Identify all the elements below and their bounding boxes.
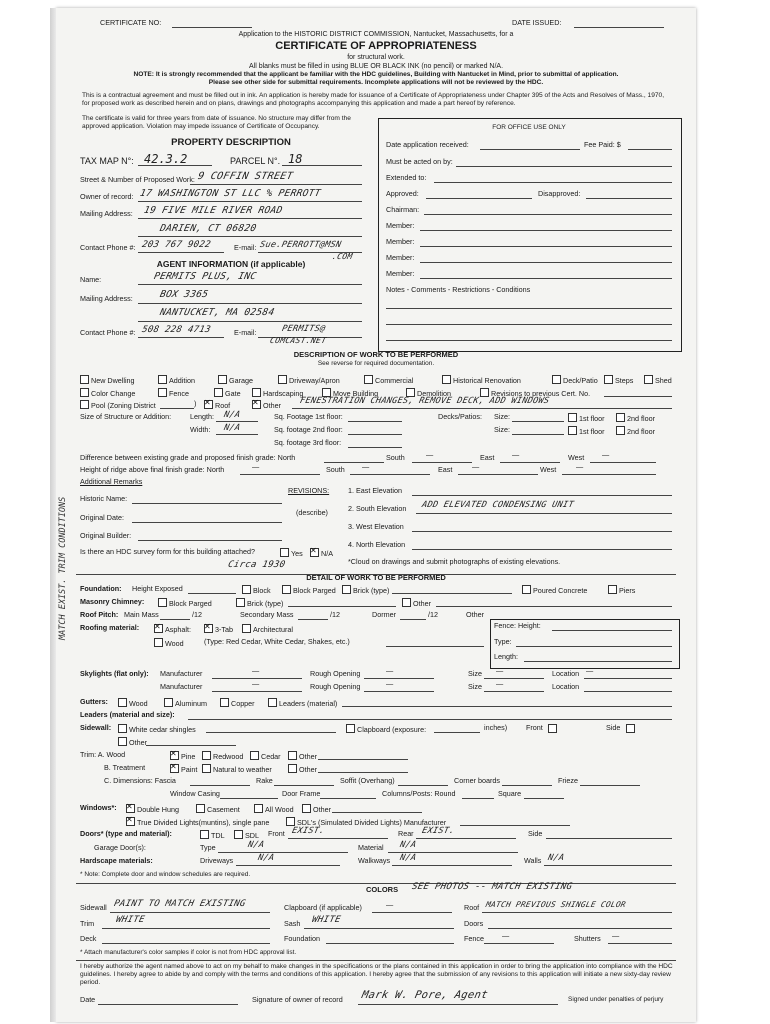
fence-height-label: Fence: Height: bbox=[494, 621, 541, 630]
sash-color-value[interactable]: WHITE bbox=[310, 915, 342, 925]
cb-gate[interactable]: Gate bbox=[214, 388, 241, 398]
cb-tdl[interactable]: TDL bbox=[200, 830, 225, 840]
roofing-material-label: Roofing material: bbox=[80, 623, 140, 632]
fence-type-label: Type: bbox=[494, 637, 512, 646]
soffit-label: Soffit (Overhang) bbox=[340, 776, 395, 785]
skylight-manufacturer-1: Manufacturer bbox=[160, 669, 203, 678]
cb-sdl[interactable]: SDL's (Simulated Divided Lights) Manufacturer bbox=[286, 817, 446, 827]
walkways-label: Walkways bbox=[358, 856, 391, 865]
ridge-east: East bbox=[438, 465, 453, 474]
grade-west: West bbox=[568, 453, 585, 462]
cb-3-tab[interactable]: ✕ 3-Tab bbox=[204, 624, 233, 634]
grade-east-dash[interactable]: — bbox=[512, 450, 520, 459]
windows-label: Windows*: bbox=[80, 803, 117, 812]
contractual-text: This is a contractual agreement and must be filled out in ink. An application is hereby made for issuance of a Certificate of Appropriateness under Chapter 395 of the Acts and Resolves of Mass., 1970, for proposed work as described herein and on plans, drawings and photographs accompanying this application and made a part hereof by reference. bbox=[82, 92, 665, 107]
skylight-manufacturer-2-dash[interactable]: — bbox=[252, 679, 260, 688]
main-mass-label: Main Mass bbox=[124, 610, 159, 619]
revisions-label: REVISIONS: bbox=[288, 486, 330, 495]
fence-color-label: Fence bbox=[464, 934, 484, 943]
decks-label: Decks/Patios: bbox=[438, 412, 482, 421]
height-exposed-label: Height Exposed bbox=[132, 584, 183, 593]
colors-heading: COLORS bbox=[366, 885, 399, 894]
cb-hardscaping[interactable]: Hardscaping bbox=[252, 388, 303, 398]
cb-pine[interactable]: ✕ Pine bbox=[170, 751, 195, 761]
fee-paid-label: Fee Paid: $ bbox=[584, 140, 621, 149]
cb-brick[interactable]: Brick (type) bbox=[342, 585, 389, 595]
cb-gutter-aluminum[interactable]: Aluminum bbox=[164, 698, 207, 708]
door-frame-label: Door Frame bbox=[282, 789, 321, 798]
dormer-label: Dormer bbox=[372, 610, 396, 619]
walls-label: Walls bbox=[524, 856, 542, 865]
skylight-manufacturer-2: Manufacturer bbox=[160, 682, 203, 691]
grade-west-dash[interactable]: — bbox=[602, 450, 610, 459]
leaders-size-label: Leaders (material and size): bbox=[80, 710, 175, 719]
agent-phone-value[interactable]: 508 228 4713 bbox=[140, 325, 212, 335]
grade-south: South bbox=[386, 453, 405, 462]
shutters-color-dash[interactable]: — bbox=[612, 931, 620, 940]
circa-value[interactable]: Circa 1930 bbox=[226, 560, 287, 570]
cb-piers[interactable]: Piers bbox=[608, 585, 635, 595]
cb-true-divided[interactable]: ✕True Divided Lights(muntins), single pane bbox=[126, 817, 269, 827]
cb-all-wood[interactable]: All Wood bbox=[254, 804, 294, 814]
square-label: Square bbox=[498, 789, 522, 798]
garage-type-label: Type bbox=[200, 843, 216, 852]
cb-chimney-block-parged[interactable]: Block Parged bbox=[158, 598, 212, 608]
agent-mailing-value-2[interactable]: NANTUCKET, MA 02584 bbox=[158, 307, 276, 318]
skylight-location-1-dash[interactable]: — bbox=[586, 666, 594, 675]
signature-label: Signature of owner of record bbox=[252, 995, 343, 1004]
walkways-value[interactable]: N/A bbox=[398, 853, 418, 863]
cb-other[interactable]: ✕ Other bbox=[252, 400, 281, 410]
agent-email-value-1[interactable]: PERMITS@ bbox=[280, 324, 327, 334]
patio-size-label: Size: bbox=[494, 425, 510, 434]
hardscape-label: Hardscape materials: bbox=[80, 856, 153, 865]
phone-value[interactable]: 203 767 9022 bbox=[140, 240, 212, 250]
original-date-label: Original Date: bbox=[80, 513, 124, 522]
cb-gutter-copper[interactable]: Copper bbox=[220, 698, 255, 708]
email-label: E-mail: bbox=[234, 243, 257, 252]
sidewall-color-value[interactable]: PAINT TO MATCH EXISTING bbox=[112, 899, 247, 909]
cb-paint[interactable]: ✕ Paint bbox=[170, 764, 197, 774]
cb-block-parged[interactable]: Block Parged bbox=[282, 585, 336, 595]
notes-label: Notes - Comments - Restrictions - Conditions bbox=[386, 285, 531, 294]
tax-map-label: TAX MAP N°: bbox=[80, 156, 134, 166]
member-label-2: Member: bbox=[386, 237, 415, 246]
cb-trim-other[interactable]: Other bbox=[288, 751, 317, 761]
cb-chimney-other[interactable]: Other bbox=[402, 598, 431, 608]
cb-sidewall-other[interactable]: Other bbox=[118, 737, 147, 747]
patio-1st-floor[interactable]: 1st floor bbox=[568, 426, 605, 436]
mailing-value-2[interactable]: DARIEN, CT 06820 bbox=[158, 223, 258, 234]
disapproved-label: Disapproved: bbox=[538, 189, 581, 198]
ridge-west: West bbox=[540, 465, 557, 474]
acted-on-label: Must be acted on by: bbox=[386, 157, 453, 166]
width-label: Width: bbox=[190, 425, 211, 434]
hdc-survey-label: Is there an HDC survey form for this building attached? bbox=[80, 547, 255, 556]
owner-signature[interactable]: Mark W. Pore, Agent bbox=[360, 989, 490, 1001]
cloud-note: *Cloud on drawings and submit photographs of existing elevations. bbox=[348, 557, 561, 566]
cb-chimney-brick[interactable]: Brick (type) bbox=[236, 598, 283, 608]
rev-west: 3. West Elevation bbox=[348, 522, 404, 531]
clapboard-color-dash[interactable]: — bbox=[386, 900, 394, 909]
door-front-value[interactable]: EXIST. bbox=[290, 826, 326, 836]
pool-paren: ) bbox=[194, 399, 197, 408]
size-structure-label: Size of Structure or Addition: bbox=[80, 412, 172, 421]
colors-heading-value[interactable]: SEE PHOTOS -- MATCH EXISTING bbox=[410, 882, 574, 892]
skylight-manufacturer-1-dash[interactable]: — bbox=[252, 666, 260, 675]
door-rear-value[interactable]: EXIST. bbox=[420, 826, 456, 836]
member-label-3: Member: bbox=[386, 253, 415, 262]
historic-name-label: Historic Name: bbox=[80, 494, 128, 503]
date-label: Date bbox=[80, 995, 96, 1004]
agent-name-label: Name: bbox=[80, 275, 102, 284]
roof-other-label: Other bbox=[466, 610, 484, 619]
cb-cedar[interactable]: Cedar bbox=[250, 751, 281, 761]
decks-2nd-floor[interactable]: 2nd floor bbox=[616, 413, 655, 423]
margin-handwritten-note: MATCH EXIST. TRIM CONDITIONS bbox=[58, 496, 68, 640]
cb-leaders-material[interactable]: Leaders (material) bbox=[268, 698, 337, 708]
detail-heading: DETAIL OF WORK TO BE PERFORMED bbox=[306, 573, 446, 582]
cb-survey-yes[interactable]: Yes bbox=[280, 548, 303, 558]
corner-boards-label: Corner boards bbox=[454, 776, 500, 785]
form-title: CERTIFICATE OF APPROPRIATENESS bbox=[275, 40, 477, 52]
mailing-label: Mailing Address: bbox=[80, 209, 133, 218]
sidewall-color-label: Sidewall bbox=[80, 903, 107, 912]
cb-window-other[interactable]: Other bbox=[302, 804, 331, 814]
sash-color-label: Sash bbox=[284, 919, 301, 928]
cb-driveway[interactable]: Driveway/Apron bbox=[278, 375, 340, 385]
ridge-west-dash[interactable]: — bbox=[576, 462, 584, 471]
date-issued-label: DATE ISSUED: bbox=[512, 18, 562, 27]
rev-south: 2. South Elevation bbox=[348, 504, 407, 513]
trim-wood-label: Trim: A. Wood bbox=[80, 750, 126, 759]
owner-value[interactable]: 17 WASHINGTON ST LLC % PERROTT bbox=[138, 188, 322, 199]
skylight-size-1: Size bbox=[468, 669, 482, 678]
secondary-mass-over12: /12 bbox=[330, 610, 340, 619]
cb-new-dwelling[interactable]: New Dwelling bbox=[80, 375, 135, 385]
agent-email-label: E-mail: bbox=[234, 328, 257, 337]
cb-pool[interactable]: Pool (Zoning District bbox=[80, 400, 156, 410]
doors-color-label: Doors bbox=[464, 919, 484, 928]
cb-move-building[interactable]: Move Building bbox=[322, 388, 378, 398]
original-builder-label: Original Builder: bbox=[80, 531, 132, 540]
rev-south-value[interactable]: ADD ELEVATED CONDENSING UNIT bbox=[420, 500, 575, 510]
masonry-chimney-label: Masonry Chimney: bbox=[80, 597, 145, 606]
describe-label: (describe) bbox=[296, 508, 328, 517]
cb-front[interactable] bbox=[548, 724, 559, 734]
foundation-label: Foundation: bbox=[80, 584, 122, 593]
decks-1st-floor[interactable]: 1st floor bbox=[568, 413, 605, 423]
cb-redwood[interactable]: Redwood bbox=[202, 751, 243, 761]
rev-east: 1. East Elevation bbox=[348, 486, 402, 495]
side-label: Side bbox=[606, 723, 621, 732]
cb-shed[interactable]: Shed bbox=[644, 375, 672, 385]
cb-architectural[interactable]: Architectural bbox=[242, 624, 293, 634]
cb-white-cedar[interactable]: White cedar shingles bbox=[118, 724, 196, 734]
grade-east: East bbox=[480, 453, 495, 462]
ridge-south: South bbox=[326, 465, 345, 474]
sqft-2-label: Sq. footage 2nd floor: bbox=[274, 425, 343, 434]
work-subheading: See reverse for required documentation. bbox=[317, 360, 435, 367]
street-value[interactable]: 9 COFFIN STREET bbox=[196, 171, 294, 182]
skylights-label: Skylights (flat only): bbox=[80, 669, 149, 678]
work-heading: DESCRIPTION OF WORK TO BE PERFORMED bbox=[293, 350, 459, 359]
chairman-label: Chairman: bbox=[386, 205, 420, 214]
mailing-value-1[interactable]: 19 FIVE MILE RIVER ROAD bbox=[142, 205, 284, 216]
shutters-color-label: Shutters bbox=[574, 934, 601, 943]
agent-heading: AGENT INFORMATION (if applicable) bbox=[156, 259, 306, 269]
office-heading: FOR OFFICE USE ONLY bbox=[492, 124, 566, 131]
cb-roof[interactable]: ✕ Roof bbox=[204, 400, 230, 410]
cb-sdl-door[interactable]: SDL bbox=[234, 830, 259, 840]
parcel-label: PARCEL N°. bbox=[230, 156, 281, 166]
cb-garage[interactable]: Garage bbox=[218, 375, 253, 385]
agent-email-value-2[interactable]: COMCAST.NET bbox=[269, 336, 328, 345]
email-value-2[interactable]: .COM bbox=[331, 252, 354, 261]
grade-south-dash[interactable]: — bbox=[426, 450, 434, 459]
other-work-value[interactable]: FENESTRATION CHANGES, REMOVE DECK, ADD WINDOWS bbox=[298, 396, 551, 406]
gutters-label: Gutters: bbox=[80, 697, 108, 706]
schedules-note: * Note: Complete door and window schedules are required. bbox=[80, 871, 251, 878]
cb-fence[interactable]: Fence bbox=[158, 388, 189, 398]
cb-natural[interactable]: Natural to weather bbox=[202, 764, 272, 774]
cb-survey-na[interactable]: ✕ N/A bbox=[310, 548, 333, 558]
structural-work: for structural work. bbox=[347, 54, 405, 61]
rough-opening-2-dash[interactable]: — bbox=[386, 679, 394, 688]
cb-side[interactable] bbox=[626, 724, 637, 734]
agent-phone-label: Contact Phone #: bbox=[80, 328, 136, 337]
roof-pitch-label: Roof Pitch: bbox=[80, 610, 119, 619]
width-value[interactable]: N/A bbox=[222, 423, 242, 433]
cert-no-label: CERTIFICATE NO: bbox=[100, 18, 162, 27]
foundation-color-label: Foundation bbox=[284, 934, 320, 943]
cb-steps[interactable]: Steps bbox=[604, 375, 633, 385]
office-use-box bbox=[378, 118, 682, 352]
deck-color-label: Deck bbox=[80, 934, 97, 943]
rough-opening-1: Rough Opening bbox=[310, 669, 361, 678]
member-label-1: Member: bbox=[386, 221, 415, 230]
member-label-4: Member: bbox=[386, 269, 415, 278]
garage-material-label: Material bbox=[358, 843, 384, 852]
cb-clapboard[interactable]: Clapboard (exposure: bbox=[346, 724, 426, 734]
authorization-text: I hereby authorize the agent named above to act on my behalf to make changes in the specifications or the plans contained in this application in order to bring the application into compliance with the HDC guidelines. I hereby agree to abide by and comply with the terms and conditions of this application. I hereby agree that the submission of any revisions to this application will initiate a new sixty-day review period. bbox=[80, 963, 673, 986]
window-casing-label: Window Casing bbox=[170, 789, 220, 798]
ridge-label: Height of ridge above final finish grade: North bbox=[80, 465, 225, 474]
phone-label: Contact Phone #: bbox=[80, 243, 136, 252]
cb-color-change[interactable]: Color Change bbox=[80, 388, 135, 398]
length-value[interactable]: N/A bbox=[222, 410, 242, 420]
roof-color-label: Roof bbox=[464, 903, 480, 912]
dimensions-label: C. Dimensions: Fascia bbox=[104, 776, 176, 785]
cb-commercial[interactable]: Commercial bbox=[364, 375, 413, 385]
cb-addition[interactable]: Addition bbox=[158, 375, 195, 385]
door-front-label: Front bbox=[268, 829, 285, 838]
ink-instruction: All blanks must be filled in using BLUE OR BLACK INK (no pencil) or marked N/A. bbox=[248, 63, 504, 70]
length-label: Length: bbox=[190, 412, 214, 421]
decks-size-label: Size: bbox=[494, 412, 510, 421]
front-label: Front bbox=[526, 723, 543, 732]
sqft-3-label: Sq. footage 3rd floor: bbox=[274, 438, 342, 447]
date-received-label: Date application received: bbox=[386, 140, 469, 149]
cb-deck-patio[interactable]: Deck/Patio bbox=[552, 375, 598, 385]
ridge-north-dash[interactable]: — bbox=[252, 462, 260, 471]
cb-double-hung[interactable]: ✕ Double Hung bbox=[126, 804, 179, 814]
extended-label: Extended to: bbox=[386, 173, 427, 182]
color-samples-note: * Attach manufacturer's color samples if color is not from HDC approval list. bbox=[80, 949, 297, 956]
columns-label: Columns/Posts: Round bbox=[382, 789, 456, 798]
email-value-1[interactable]: Sue.PERROTT@MSN bbox=[258, 240, 343, 250]
trim-color-label: Trim bbox=[80, 919, 95, 928]
wood-type-label: (Type: Red Cedar, White Cedar, Shakes, etc.) bbox=[204, 637, 350, 646]
approved-label: Approved: bbox=[386, 189, 419, 198]
note-submittal: Please see other side for submittal requirements. Incomplete applications will not be reviewed by the HDC. bbox=[208, 79, 544, 86]
fence-length-label: Length: bbox=[494, 652, 518, 661]
door-rear-label: Rear bbox=[398, 829, 414, 838]
owner-label: Owner of record: bbox=[80, 192, 134, 201]
perjury-note: Signed under penalties of perjury bbox=[568, 996, 664, 1003]
garage-material-value[interactable]: N/A bbox=[398, 840, 418, 850]
scanned-form bbox=[56, 8, 696, 1022]
cb-gutter-wood[interactable]: Wood bbox=[118, 698, 148, 708]
dormer-over12: /12 bbox=[428, 610, 438, 619]
cb-historical[interactable]: Historical Renovation bbox=[442, 375, 521, 385]
roof-color-value[interactable]: MATCH PREVIOUS SHINGLE COLOR bbox=[485, 900, 627, 909]
note-guidelines: NOTE: It is strongly recommended that the applicant be familiar with the HDC guidelines, Building with Nantucket in Mind, prior to submittal of application. bbox=[133, 71, 619, 78]
sqft-1-label: Sq. Footage 1st floor: bbox=[274, 412, 343, 421]
garage-type-value[interactable]: N/A bbox=[246, 840, 266, 850]
validity-text: The certificate is valid for three years from date of issuance. No structure may differ from the approved application. Violation may impede issuance of Certificate of Occupancy. bbox=[82, 115, 351, 130]
treatment-label: B. Treatment bbox=[104, 763, 146, 772]
door-side-label: Side bbox=[528, 829, 543, 838]
agent-name-value[interactable]: PERMITS PLUS, INC bbox=[152, 271, 258, 282]
skylight-size-2: Size bbox=[468, 682, 482, 691]
rake-label: Rake bbox=[256, 776, 273, 785]
rough-opening-1-dash[interactable]: — bbox=[386, 666, 394, 675]
skylight-size-2-dash[interactable]: — bbox=[496, 679, 504, 688]
walls-value[interactable]: N/A bbox=[546, 853, 566, 863]
rough-opening-2: Rough Opening bbox=[310, 682, 361, 691]
grade-label: Difference between existing grade and proposed finish grade: North bbox=[80, 453, 296, 462]
cb-revisions[interactable]: Revisions to previous Cert. No. bbox=[480, 388, 590, 398]
clapboard-color-label: Clapboard (if applicable) bbox=[284, 903, 362, 912]
additional-remarks: Additional Remarks bbox=[80, 477, 143, 486]
skylight-location-2: Location bbox=[552, 682, 580, 691]
patio-2nd-floor[interactable]: 2nd floor bbox=[616, 426, 655, 436]
agent-mailing-value-1[interactable]: BOX 3365 bbox=[158, 289, 210, 300]
driveways-value[interactable]: N/A bbox=[256, 853, 276, 863]
trim-color-value[interactable]: WHITE bbox=[114, 915, 146, 925]
rev-north: 4. North Elevation bbox=[348, 540, 406, 549]
skylight-location-1: Location bbox=[552, 669, 580, 678]
property-heading: PROPERTY DESCRIPTION bbox=[171, 137, 291, 148]
parcel-value[interactable]: 18 bbox=[288, 152, 303, 166]
secondary-mass-label: Secondary Mass bbox=[240, 610, 294, 619]
doors-label: Doors* (type and material): bbox=[80, 829, 172, 838]
fence-color-dash[interactable]: — bbox=[502, 931, 510, 940]
agent-mailing-label: Mailing Address: bbox=[80, 294, 133, 303]
tax-map-value[interactable]: 42.3.2 bbox=[144, 152, 188, 166]
cb-asphalt[interactable]: ✕ Asphalt: bbox=[154, 624, 191, 634]
cb-treatment-other[interactable]: Other bbox=[288, 764, 317, 774]
cb-casement[interactable]: Casement bbox=[196, 804, 240, 814]
driveways-label: Driveways bbox=[200, 856, 234, 865]
sidewall-label: Sidewall: bbox=[80, 723, 112, 732]
cb-block[interactable]: Block bbox=[242, 585, 271, 595]
ridge-east-dash[interactable]: — bbox=[472, 462, 480, 471]
cb-wood-roof[interactable]: Wood bbox=[154, 638, 184, 648]
cb-poured-concrete[interactable]: Poured Concrete bbox=[522, 585, 587, 595]
street-label: Street & Number of Proposed Work: bbox=[80, 175, 195, 184]
ridge-south-dash[interactable]: — bbox=[362, 462, 370, 471]
application-line: Application to the HISTORIC DISTRICT COMMISSION, Nantucket, Massachusetts, for a bbox=[238, 31, 514, 38]
skylight-size-1-dash[interactable]: — bbox=[496, 666, 504, 675]
cb-demolition[interactable]: Demolition bbox=[406, 388, 451, 398]
main-mass-over12: /12 bbox=[192, 610, 202, 619]
inches-label: inches) bbox=[484, 723, 508, 732]
frieze-label: Frieze bbox=[558, 776, 578, 785]
garage-doors-label: Garage Door(s): bbox=[94, 843, 146, 852]
